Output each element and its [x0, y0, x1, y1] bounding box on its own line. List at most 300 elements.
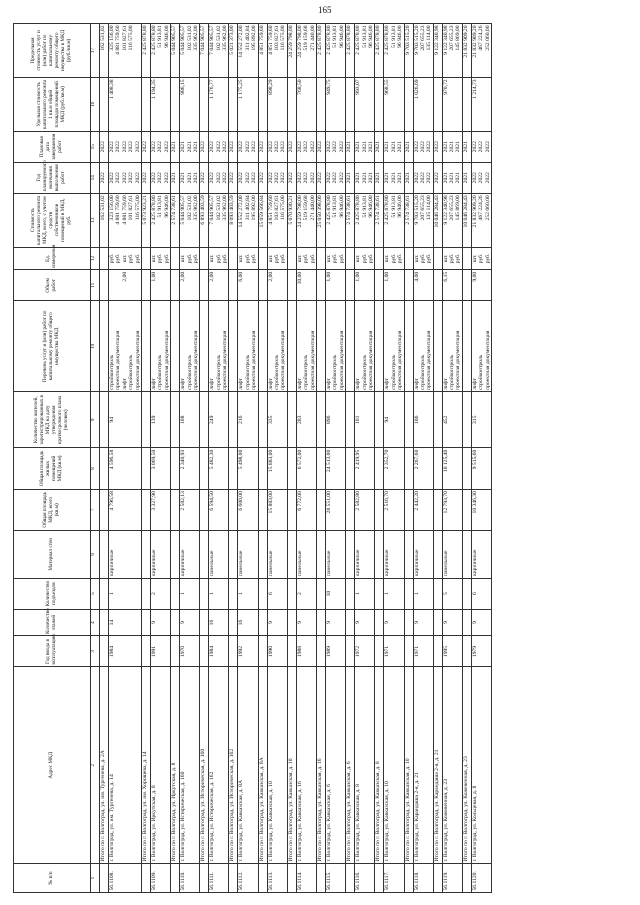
limit-cost-line: 271 440,00	[309, 25, 316, 51]
total-limit: 24 259 798,00	[287, 24, 296, 78]
planned-date-line: 2021	[367, 141, 374, 153]
total-empty-cell	[171, 489, 180, 530]
work-cost-line: 103 827,61	[274, 195, 281, 221]
planned-year	[150, 162, 170, 193]
total-empty-cell	[462, 301, 471, 392]
total-empty-cell	[462, 609, 471, 636]
total-empty-cell	[462, 636, 471, 667]
work-volume-line: 4,00	[413, 271, 420, 282]
limit-cost-line: 145 869,00	[455, 25, 462, 51]
table-row	[150, 24, 170, 893]
work-cost	[209, 193, 229, 247]
limit-cost-line: 4 881 759,60	[115, 25, 122, 55]
work-cost-line: 335 962,00	[192, 195, 199, 221]
total-empty-cell	[258, 489, 267, 530]
total-empty-cell	[316, 609, 325, 636]
total-unit-cell	[258, 247, 267, 270]
planned-year-line: 2022	[267, 172, 274, 184]
living-area: 15 883,00	[267, 448, 287, 489]
total-empty-cell	[141, 270, 150, 301]
total-row	[462, 24, 471, 893]
works-list-line: проектная документация	[397, 330, 404, 390]
work-cost	[384, 193, 404, 247]
work-cost-line: 2 425 878,80	[150, 195, 157, 225]
work-volume-line	[280, 272, 286, 299]
unit-cost: 1 175,25	[238, 77, 258, 131]
total-date: 2022	[433, 131, 442, 162]
work-unit	[296, 247, 316, 270]
row-number: 56.1111.	[209, 864, 229, 893]
total-row	[141, 24, 150, 893]
planned-date	[384, 131, 404, 162]
row-number: 56.1109.	[150, 864, 170, 893]
planned-year-line: 2022	[303, 172, 310, 184]
work-unit-line: шт.	[413, 254, 420, 263]
total-empty-cell	[462, 392, 471, 448]
planned-year-line: 2022	[413, 172, 420, 184]
living-area: 24 513,00	[325, 448, 345, 489]
living-area: 6 572,00	[296, 448, 316, 489]
total-empty-cell	[346, 448, 355, 489]
row-number: 56.1112.	[238, 864, 258, 893]
work-cost	[296, 193, 316, 247]
commission-year: 1995	[442, 636, 462, 667]
living-area: 2 340,93	[180, 448, 200, 489]
total-date: 2022	[100, 131, 109, 162]
entrances-count: 1	[209, 578, 229, 609]
work-unit	[442, 247, 462, 270]
total-empty-cell	[346, 392, 355, 448]
work-cost	[471, 193, 491, 247]
total-row	[100, 24, 109, 893]
column-header: Год планируемого окончания выполнения работ	[14, 162, 91, 193]
works-list-line: проектная документация	[484, 330, 491, 390]
works-list-line: стройконтроль	[128, 354, 135, 390]
total-unit-cell	[229, 247, 238, 270]
planned-date-line: 2021	[442, 141, 449, 153]
total-label: Итого по г. Волгоград, ул. Кожевенная, д. 23	[462, 667, 471, 864]
total-empty-cell	[346, 270, 355, 301]
total-empty-cell	[100, 270, 109, 301]
planned-year-line: 2022	[484, 172, 491, 184]
entrances-count: 2	[296, 578, 316, 609]
total-num-cell	[404, 864, 413, 893]
planned-year	[238, 162, 258, 193]
work-unit-line: шт.	[180, 254, 187, 263]
total-empty-cell	[100, 392, 109, 448]
work-cost-line: 102 531,02	[215, 195, 222, 221]
total-empty-cell	[171, 392, 180, 448]
works-list-line: стройконтроль	[361, 354, 368, 390]
wall-material: кирпичные	[384, 530, 404, 578]
planned-year	[355, 162, 375, 193]
total-empty-cell	[100, 636, 109, 667]
total-row	[258, 24, 267, 893]
work-unit-line: руб.	[419, 253, 426, 264]
row-number: 56.1108.	[109, 864, 142, 893]
total-empty-cell	[462, 270, 471, 301]
work-unit-line: руб.	[390, 253, 397, 264]
work-volume-line	[397, 272, 403, 299]
work-unit-line: руб.	[397, 253, 404, 264]
total-num-cell	[287, 864, 296, 893]
total-empty-cell	[404, 578, 413, 609]
total-limit: 21 832 909,20	[462, 24, 471, 78]
work-volume	[150, 270, 170, 301]
total-empty-cell	[258, 270, 267, 301]
works-list-line: стройконтроль	[303, 354, 310, 390]
total-area: 4 796,58	[109, 489, 142, 530]
column-header: Общая площадь МКД, всего (кв.м)	[14, 489, 91, 530]
limit-cost-line: 51 913,81	[332, 25, 339, 48]
planned-year-line: 2022	[128, 172, 135, 184]
total-cost: 8 093 403,59	[229, 193, 238, 247]
mkd-address: г. Волгоград, ул. Историческая, д. 162	[209, 667, 229, 864]
limit-cost-line: 2 425 878,80	[150, 25, 157, 55]
floors-count: 16	[209, 609, 229, 636]
work-unit-line: шт.	[384, 254, 391, 263]
works-list-line: лифт	[121, 378, 128, 390]
commission-year: 1988	[296, 636, 316, 667]
total-row	[375, 24, 384, 893]
planned-date-line: 2022	[267, 141, 274, 153]
work-volume-line	[251, 272, 257, 299]
work-unit-line: руб.	[128, 253, 135, 264]
limit-cost-line	[135, 26, 141, 76]
works-list	[150, 301, 170, 392]
planned-date-line: 2021	[390, 141, 397, 153]
works-list-line: лифт	[209, 378, 216, 390]
planned-date-line: 2021	[449, 141, 456, 153]
planned-date-line: 2021	[192, 141, 199, 153]
work-unit	[325, 247, 345, 270]
total-year: 2022	[258, 162, 267, 193]
column-header: Удельная стоимость капитального ремонта 1 кв.м общей площади помещений МКД (руб./кв.м)	[14, 77, 91, 131]
column-number: 15	[91, 131, 100, 162]
work-unit-line: руб.	[222, 253, 229, 264]
total-empty-cell	[404, 489, 413, 530]
column-number: 3	[91, 636, 100, 667]
works-list-line: проектная документация	[455, 330, 462, 390]
total-row	[200, 24, 209, 893]
table-row	[296, 24, 316, 893]
total-unit-cell	[346, 247, 355, 270]
commission-year: 1991	[150, 636, 170, 667]
total-year: 2021	[404, 162, 413, 193]
work-unit-line: руб.	[192, 253, 199, 264]
planned-year-line: 2022	[325, 172, 332, 184]
total-empty-cell	[141, 530, 150, 578]
total-unit-cell	[171, 247, 180, 270]
limit-cost-line: 9 122 340,98	[442, 25, 449, 55]
wall-material: панельные	[267, 530, 287, 578]
work-volume-line	[455, 272, 461, 299]
works-list-line: стройконтроль	[449, 354, 456, 390]
work-cost-line: 311 402,84	[244, 195, 251, 221]
total-empty-cell	[462, 448, 471, 489]
planned-year	[384, 162, 404, 193]
total-area: 2 582,13	[180, 489, 200, 530]
total-empty-cell	[375, 301, 384, 392]
column-number: 5	[91, 578, 100, 609]
residents-count: 216	[238, 392, 258, 448]
column-number: 13	[91, 193, 100, 247]
planned-date-line: 2022	[163, 141, 170, 153]
works-list-line: лифт	[384, 378, 391, 390]
entrances-count: 2	[150, 578, 170, 609]
total-unit-cell	[100, 247, 109, 270]
mkd-address: г. Волгоград, ул. Кавказская, д. 8А	[238, 667, 258, 864]
limit-cost-line: 207 655,23	[449, 25, 456, 51]
total-date: 2022	[287, 131, 296, 162]
residents-count: 896	[325, 392, 345, 448]
planned-date-line: 2021	[384, 141, 391, 153]
table-row	[238, 24, 258, 893]
residents-count: 101	[355, 392, 375, 448]
work-volume-line	[485, 272, 491, 299]
total-empty-cell	[375, 270, 384, 301]
total-unit-cell	[141, 247, 150, 270]
total-limit: 2 425 878,80	[316, 24, 325, 78]
unit-cost: 968,55	[384, 77, 404, 131]
total-area: 2 582,80	[355, 489, 375, 530]
row-number: 56.1119.	[442, 864, 462, 893]
work-volume-line: 10,00	[296, 271, 303, 285]
works-list-line: проектная документация	[163, 330, 170, 390]
planned-date	[325, 131, 345, 162]
work-cost-line: 252 060,00	[484, 195, 491, 221]
floors-count: 9	[355, 609, 375, 636]
mkd-address: г. Волгоград, ул. Историческая, д. 160	[180, 667, 200, 864]
total-empty-cell	[100, 301, 109, 392]
work-cost-line: 9 122 340,98	[442, 195, 449, 225]
work-unit-line: руб.	[426, 253, 433, 264]
column-number: 9	[91, 392, 100, 448]
total-empty-cell	[100, 578, 109, 609]
work-cost-line: 467 224,26	[478, 195, 485, 221]
planned-date-line: 2022	[274, 141, 281, 153]
total-empty-cell	[346, 489, 355, 530]
column-number: 16	[91, 77, 100, 131]
work-cost-line: 145 869,00	[455, 195, 462, 221]
total-label: Итого по г. Волгоград, ул. Историческая, д. 162	[229, 667, 238, 864]
planned-date-line: 2022	[121, 141, 128, 153]
total-limit: 2 425 878,80	[141, 24, 150, 78]
total-empty-cell	[346, 530, 355, 578]
total-limit: 5 021 373,00	[229, 24, 238, 78]
limit-cost	[413, 24, 433, 78]
total-empty-cell	[258, 301, 267, 392]
row-number: 56.1116.	[355, 864, 375, 893]
work-unit	[267, 247, 287, 270]
wall-material: кирпичные	[109, 530, 142, 578]
total-empty-cell	[287, 489, 296, 530]
entrances-count: 1	[109, 578, 142, 609]
total-empty-cell	[404, 609, 413, 636]
row-number: 56.1117.	[384, 864, 404, 893]
works-list-line: проектная документация	[309, 330, 316, 390]
living-area: 10 125,40	[442, 448, 462, 489]
floors-count: 9	[413, 609, 433, 636]
work-unit-line: руб.	[274, 253, 281, 264]
work-unit-line: руб.	[367, 253, 374, 264]
planned-date-line: 2021	[180, 141, 187, 153]
planned-year-line: 2022	[338, 172, 345, 184]
entrances-count: 1	[384, 578, 404, 609]
living-area: 3 069,50	[150, 448, 170, 489]
total-year: 2022	[316, 162, 325, 193]
limit-cost-line: 135 114,00	[426, 25, 433, 51]
total-year: 2021	[171, 162, 180, 193]
limit-cost-line: 2 425 878,80	[384, 25, 391, 55]
total-area: 2 442,20	[413, 489, 433, 530]
total-empty-cell	[258, 636, 267, 667]
total-num-cell	[171, 864, 180, 893]
column-header: Ед. измерения	[14, 247, 91, 270]
total-date: 2021	[171, 131, 180, 162]
total-area: 10 346,30	[471, 489, 491, 530]
total-empty-cell	[141, 578, 150, 609]
limit-cost	[109, 24, 142, 78]
limit-cost-line: 102 531,02	[215, 25, 222, 51]
works-list-line: стройконтроль	[157, 354, 164, 390]
planned-date-line: 2021	[355, 141, 362, 153]
work-volume-line	[368, 272, 374, 299]
commission-year: 1990	[267, 636, 287, 667]
works-list-line: лифт	[267, 378, 274, 390]
work-cost-line: 51 913,81	[157, 195, 164, 218]
planned-date-line: 2022	[426, 141, 433, 153]
total-cost: 15 059 566,84	[258, 193, 267, 247]
work-unit	[180, 247, 200, 270]
residents-count: 94	[109, 392, 142, 448]
total-empty-cell	[404, 530, 413, 578]
works-list-line: лифт	[325, 378, 332, 390]
work-volume	[180, 270, 200, 301]
planned-year	[296, 162, 316, 193]
work-volume	[325, 270, 345, 301]
limit-cost	[442, 24, 462, 78]
total-date: 2021	[462, 131, 471, 162]
works-list-line: проектная документация	[338, 330, 345, 390]
total-empty-cell	[404, 392, 413, 448]
total-year: 2021	[346, 162, 355, 193]
total-empty-cell	[229, 301, 238, 392]
planned-year-line: 2021	[355, 172, 362, 184]
planned-year-line: 2022	[280, 172, 287, 184]
planned-date-line: 2021	[186, 141, 193, 153]
planned-date	[267, 131, 287, 162]
unit-cost: 768,50	[296, 77, 316, 131]
total-cost: 5 073 923,21	[141, 193, 150, 247]
residents-count: 249	[209, 392, 229, 448]
work-unit-line: шт.	[325, 254, 332, 263]
total-unit-cost	[200, 77, 209, 131]
planned-year-line: 2021	[186, 172, 193, 184]
limit-cost-line: 207 655,23	[419, 25, 426, 51]
planned-year-line: 2022	[134, 172, 141, 184]
unit-cost: 993,07	[355, 77, 375, 131]
column-number: 8	[91, 448, 100, 489]
column-header: Количество подъездов	[14, 578, 91, 609]
planned-date-line: 2022	[209, 141, 216, 153]
total-limit: 2 425 878,80	[346, 24, 355, 78]
total-row	[287, 24, 296, 893]
works-list-line: лифт	[238, 378, 245, 390]
works-list	[109, 301, 142, 392]
works-list-line: проектная документация	[367, 330, 374, 390]
column-header: Плановая дата завершения работ	[14, 131, 91, 162]
living-area: 9 515,60	[471, 448, 491, 489]
work-cost-line: 14 552 272,00	[238, 195, 245, 228]
work-cost-line: 102 531,02	[186, 195, 193, 221]
total-empty-cell	[346, 609, 355, 636]
planned-year-line: 2022	[215, 172, 222, 184]
commission-year: 1992	[238, 636, 258, 667]
planned-year-line: 2022	[121, 172, 128, 184]
work-unit	[238, 247, 258, 270]
planned-date-line: 2022	[478, 141, 485, 153]
entrances-count: 1	[238, 578, 258, 609]
total-empty-cell	[316, 530, 325, 578]
planned-year-line: 2022	[109, 172, 115, 184]
total-empty-cell	[258, 392, 267, 448]
total-empty-cell	[200, 301, 209, 392]
total-empty-cell	[200, 270, 209, 301]
work-cost-line: 51 913,81	[390, 195, 397, 218]
work-volume	[384, 270, 404, 301]
work-cost-line: 21 832 909,20	[471, 195, 478, 228]
column-number: 17	[91, 24, 100, 78]
limit-cost-line: 103 827,61	[274, 25, 281, 51]
total-date: 2022	[141, 131, 150, 162]
unit-cost: 1 026,69	[413, 77, 433, 131]
total-empty-cell	[229, 270, 238, 301]
work-cost-line: 7 044 905,57	[209, 195, 216, 225]
planned-year-line: 2022	[150, 172, 157, 184]
floors-count: 9	[267, 609, 287, 636]
total-year: 2022	[433, 162, 442, 193]
works-list-line: стройконтроль	[109, 354, 115, 390]
limit-cost-line: 14 552 272,00	[238, 25, 245, 58]
total-empty-cell	[141, 489, 150, 530]
total-empty-cell	[375, 392, 384, 448]
total-empty-cell	[100, 530, 109, 578]
total-unit-cost	[462, 77, 471, 131]
total-empty-cell	[100, 448, 109, 489]
work-volume-line: 6,00	[238, 271, 245, 282]
planned-date-line: 2022	[325, 141, 332, 153]
total-year: 2021	[375, 162, 384, 193]
header-row	[14, 24, 91, 893]
planned-year-line: 2022	[209, 172, 216, 184]
work-volume	[471, 270, 491, 301]
commission-year: 1970	[180, 636, 200, 667]
limit-cost-line: 2 425 878,80	[325, 25, 332, 55]
total-unit-cost	[287, 77, 296, 131]
limit-cost-line: 252 060,00	[484, 25, 491, 51]
total-empty-cell	[287, 301, 296, 392]
total-empty-cell	[316, 301, 325, 392]
limit-cost-line: 311 402,84	[244, 25, 251, 51]
row-number: 56.1120.	[471, 864, 491, 893]
total-num-cell	[346, 864, 355, 893]
total-empty-cell	[316, 270, 325, 301]
total-unit-cost	[404, 77, 413, 131]
planned-date	[238, 131, 258, 162]
planned-date	[209, 131, 229, 162]
total-label: Итого по г. Волгоград, ул. Кавказская, д. 8	[375, 667, 384, 864]
